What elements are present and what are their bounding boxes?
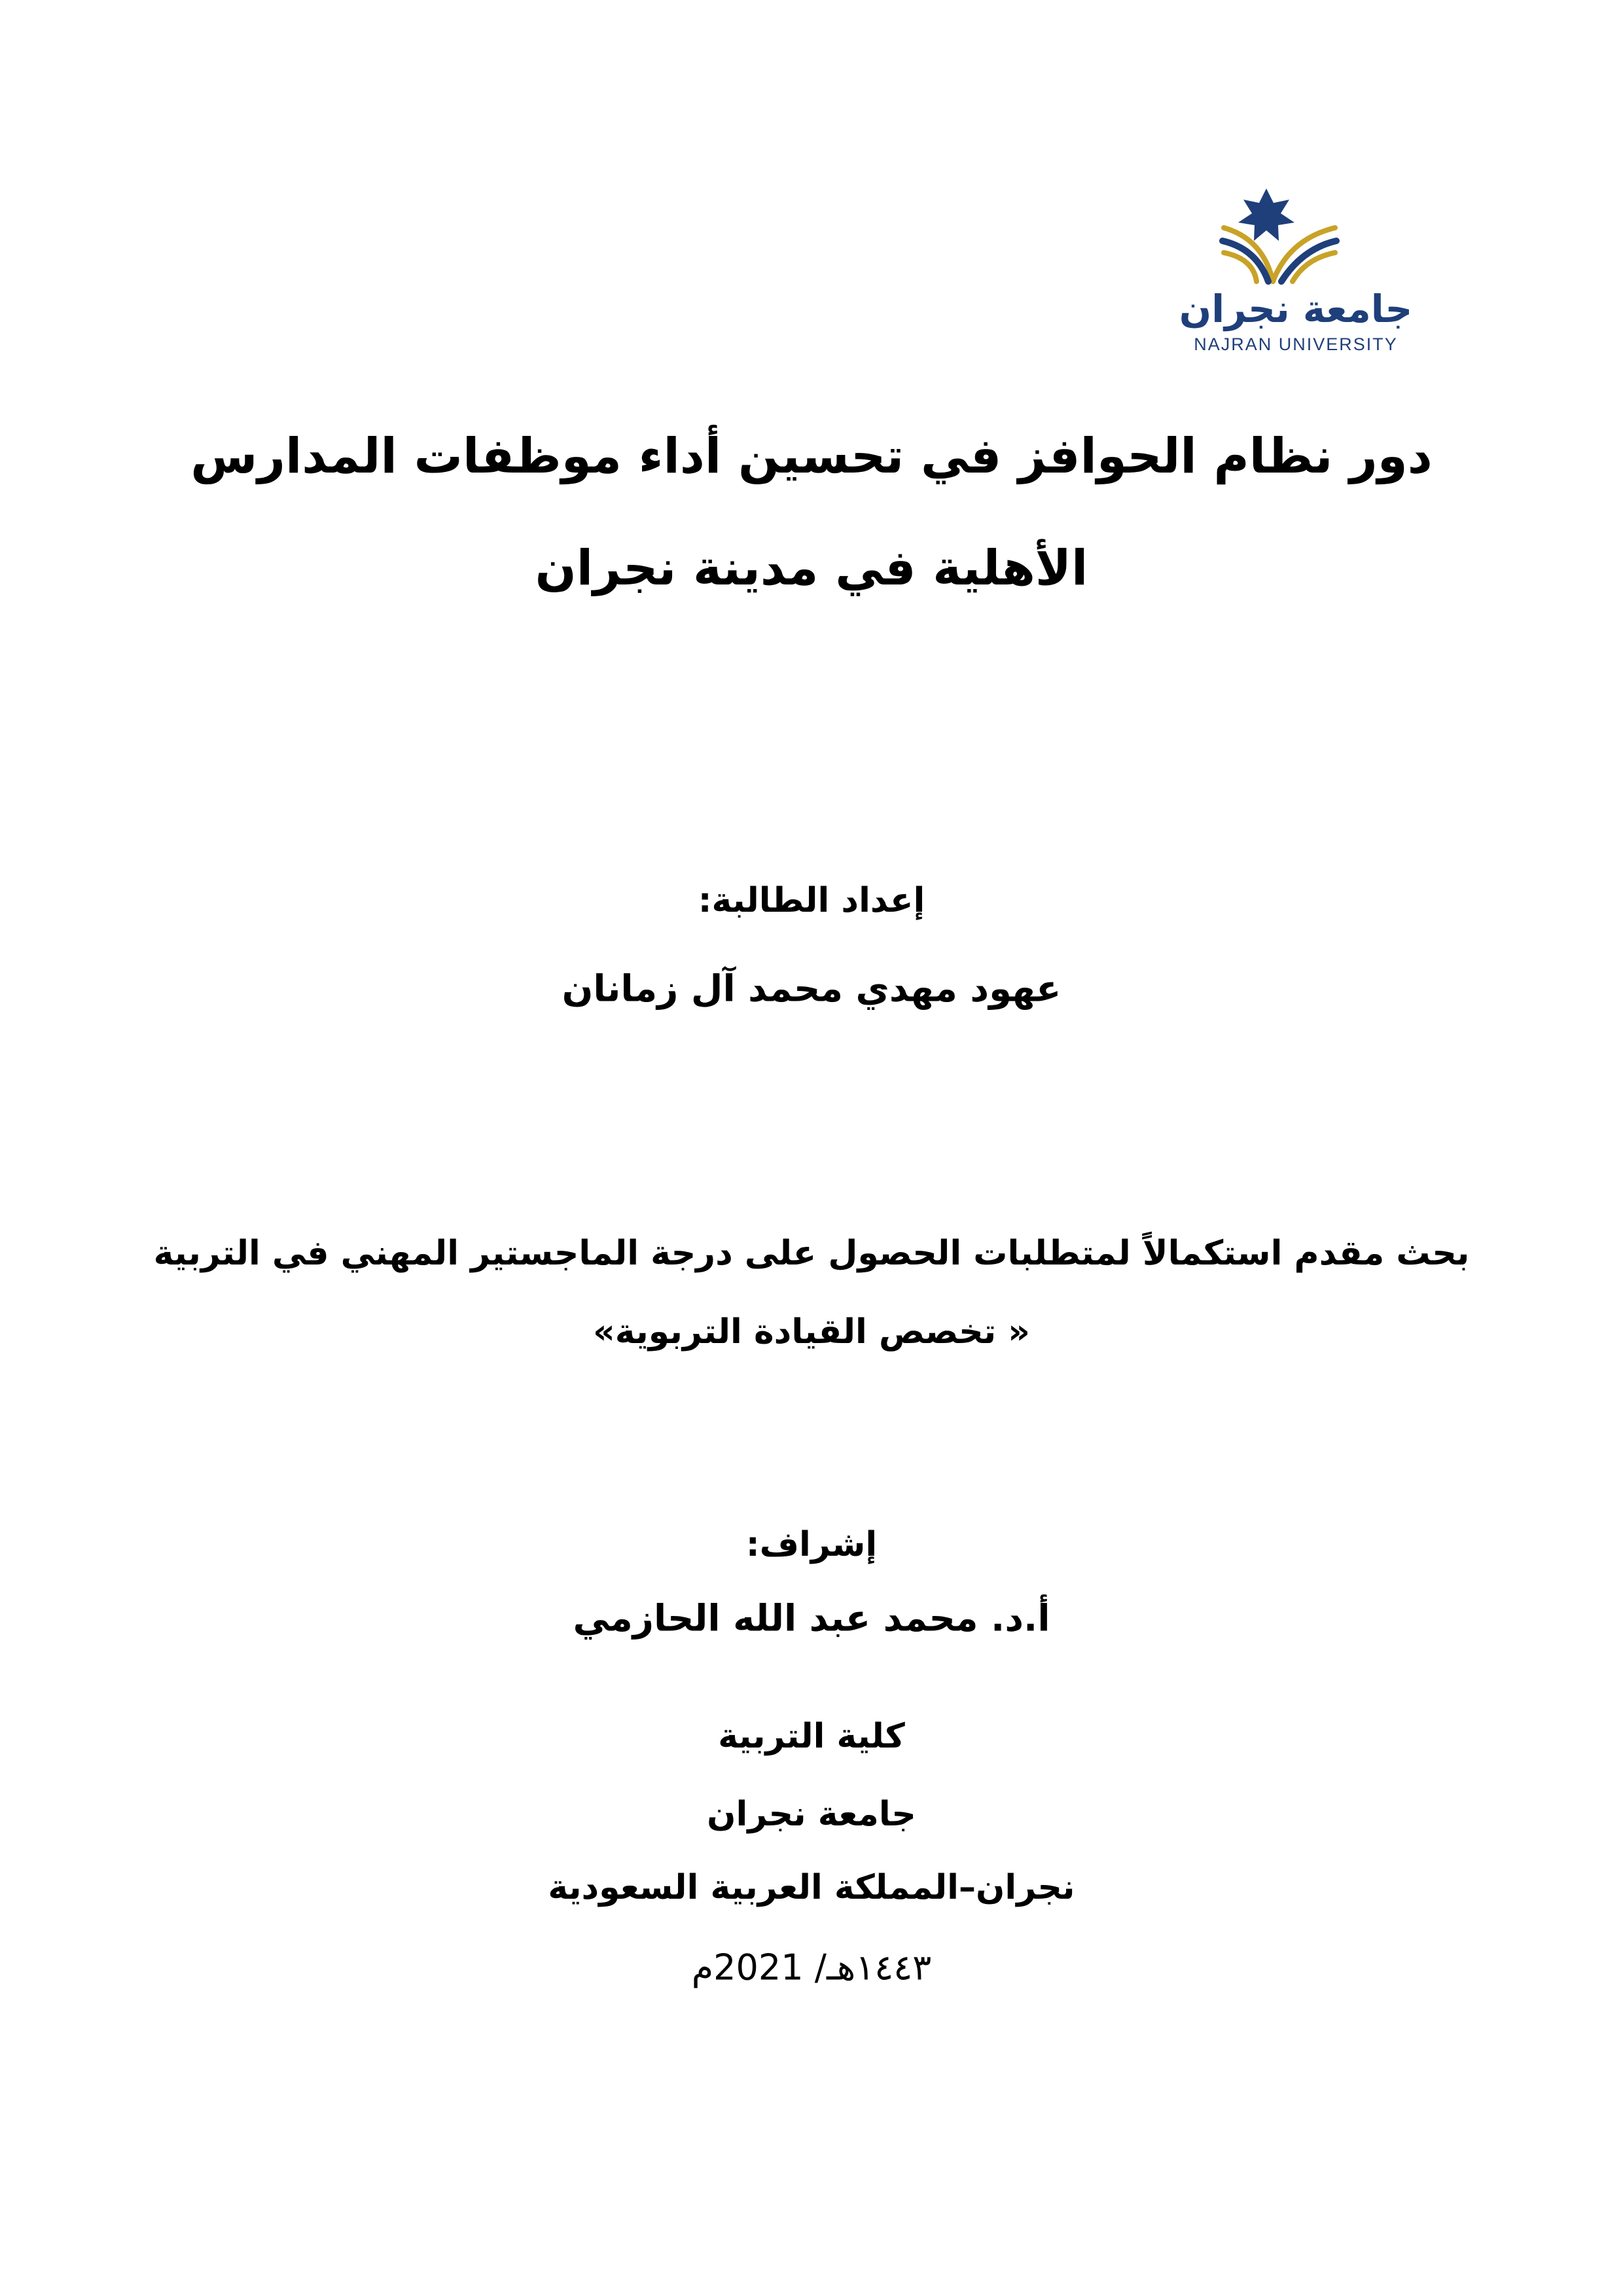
specialization: « تخصص القيادة التربوية» [593,1312,1030,1352]
date: ١٤٤٣هـ/ 2021م [691,1946,932,1988]
author-name: عهود مهدي محمد آل زمانان [562,967,1061,1011]
thesis-title-line-2: الأهلية في مدينة نجران [535,540,1088,596]
university-name: جامعة نجران [707,1795,916,1834]
wings-emblem [1222,228,1336,281]
purpose-statement: بحث مقدم استكمالاً لمتطلبات الحصول على درجة الماجستير المهني في التربية [153,1234,1470,1273]
thesis-title-line-1: دور نظام الحوافز في تحسين أداء موظفات المدارس [190,428,1433,484]
supervisor-name: أ.د. محمد عبد الله الحازمي [573,1597,1050,1640]
college-name: كلية التربية [718,1717,905,1756]
najran-university-logo [1179,170,1413,360]
star-icon [1238,188,1294,241]
logo-arabic-name: جامعة نجران [1179,287,1413,331]
author-label: إعداد الطالبة: [698,881,925,920]
supervisor-label: إشراف: [745,1525,878,1564]
logo-english-name: NAJRAN UNIVERSITY [1194,334,1398,354]
location: نجران–المملكة العربية السعودية [548,1868,1075,1907]
